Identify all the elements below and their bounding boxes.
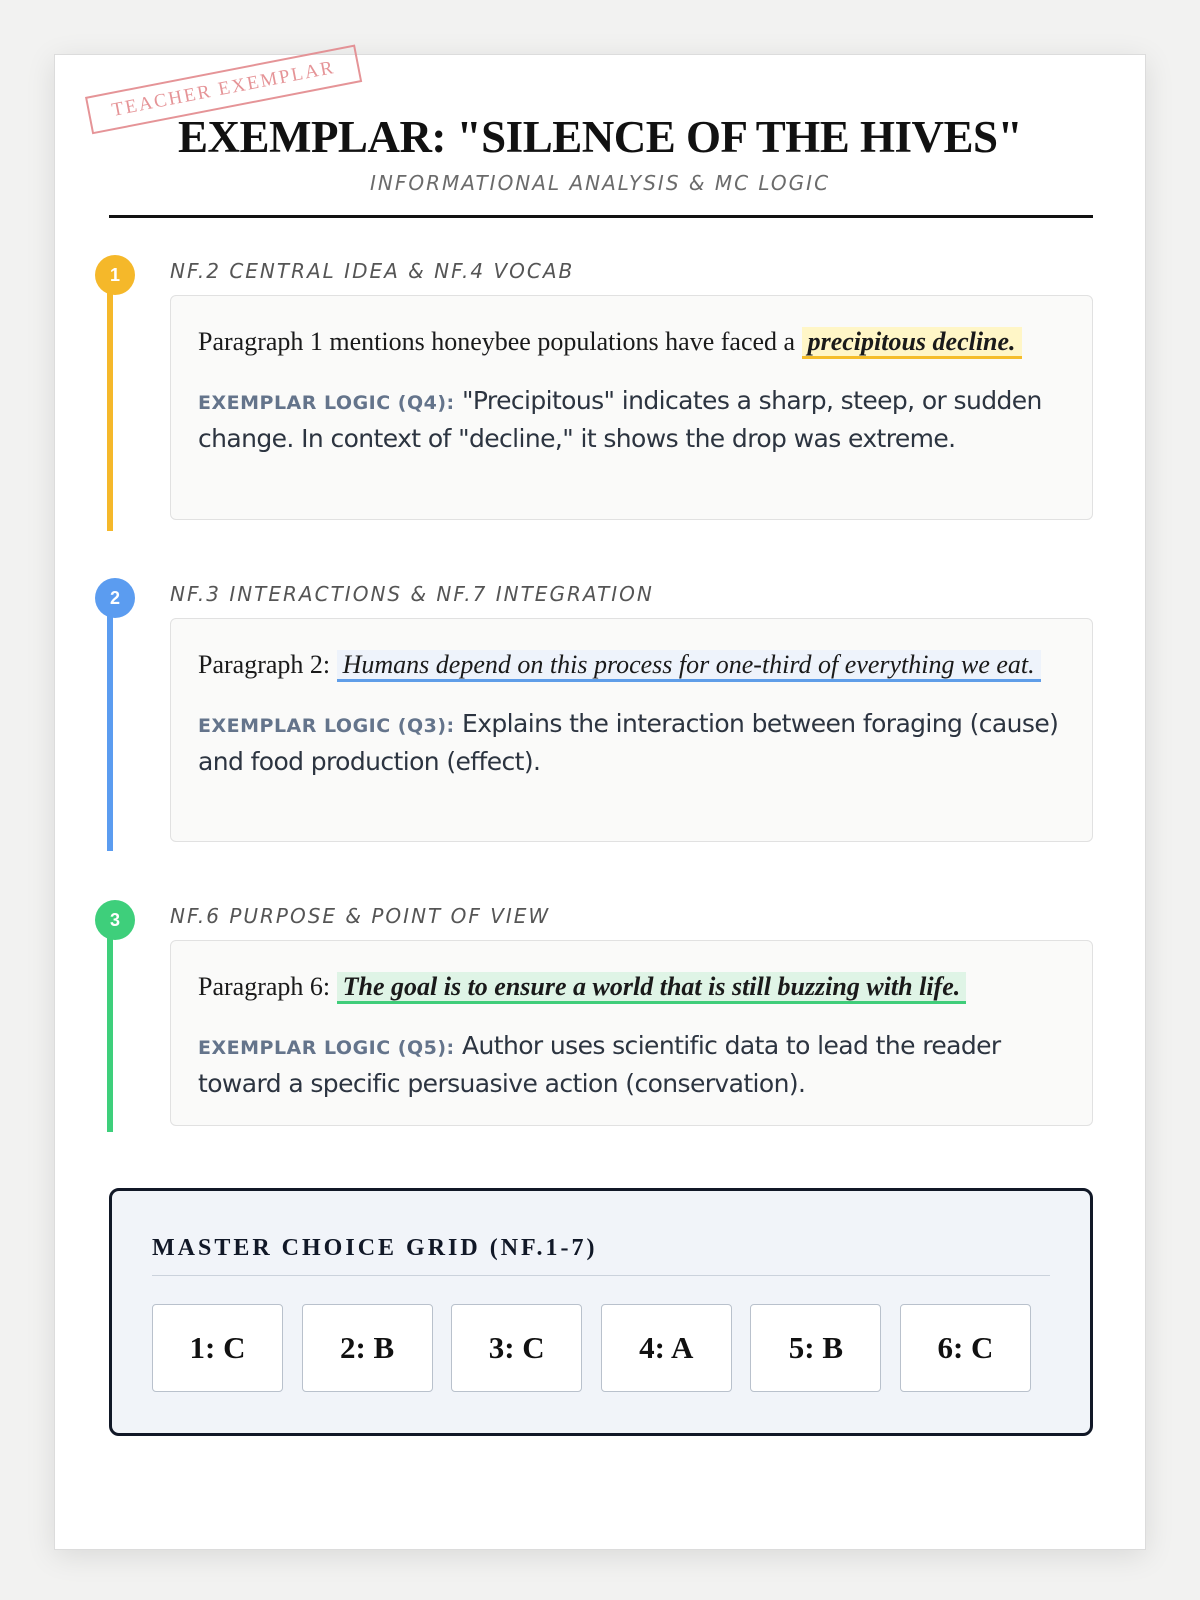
paragraph-quote <box>198 322 1066 361</box>
grid-title: MASTER CHOICE GRID (NF.1-7) <box>152 1235 598 1261</box>
section-heading: NF.2 CENTRAL IDEA & NF.4 VOCAB <box>170 259 575 283</box>
quote-prefix: Paragraph 6: <box>198 972 337 1001</box>
answer-cell: 2: B <box>302 1304 433 1392</box>
answer-cell: 6: C <box>900 1304 1031 1392</box>
logic-label: EXEMPLAR LOGIC (Q4): <box>198 392 455 414</box>
logic-text: "Precipitous" indicates a sharp, steep, or sudden change. In context of "decline," it shows the drop was extreme. <box>198 386 1042 453</box>
exemplar-logic <box>198 1028 1066 1102</box>
grid-divider <box>152 1275 1050 1276</box>
section-number-badge: 2 <box>95 578 135 618</box>
answer-cell: 5: B <box>750 1304 881 1392</box>
choice-list <box>152 1304 1031 1392</box>
section-heading: NF.3 INTERACTIONS & NF.7 INTEGRATION <box>170 582 654 606</box>
exemplar-logic <box>198 383 1066 457</box>
logic-text: Author uses scientific data to lead the reader toward a specific persuasive action (conservation). <box>198 1031 1001 1098</box>
analysis-card <box>170 618 1093 842</box>
analysis-card <box>170 940 1093 1126</box>
page-subtitle: INFORMATIONAL ANALYSIS & MC LOGIC <box>369 171 831 195</box>
logic-text: Explains the interaction between foraging (cause) and food production (effect). <box>198 709 1059 776</box>
answer-cell: 1: C <box>152 1304 283 1392</box>
page-title: EXEMPLAR: "SILENCE OF THE HIVES" <box>177 112 1023 162</box>
quote-prefix: Paragraph 1 mentions honeybee populations have faced a <box>198 327 802 356</box>
highlighted-text: Humans depend on this process for one-third of everything we eat. <box>337 650 1041 682</box>
timeline-bar <box>107 273 113 531</box>
section-number-badge: 3 <box>95 900 135 940</box>
logic-label: EXEMPLAR LOGIC (Q3): <box>198 715 455 737</box>
title-divider <box>109 215 1093 218</box>
highlighted-text: The goal is to ensure a world that is still buzzing with life. <box>337 972 967 1004</box>
logic-label: EXEMPLAR LOGIC (Q5): <box>198 1037 455 1059</box>
answer-cell: 4: A <box>601 1304 732 1392</box>
quote-prefix: Paragraph 2: <box>198 650 337 679</box>
section-number-badge: 1 <box>95 255 135 295</box>
master-choice-grid <box>109 1188 1093 1436</box>
timeline-bar <box>107 596 113 851</box>
exemplar-page <box>54 54 1146 1550</box>
section-heading: NF.6 PURPOSE & POINT OF VIEW <box>170 904 551 928</box>
exemplar-logic <box>198 706 1066 780</box>
timeline-bar <box>107 918 113 1132</box>
paragraph-quote <box>198 645 1066 684</box>
answer-cell: 3: C <box>451 1304 582 1392</box>
analysis-card <box>170 295 1093 520</box>
teacher-exemplar-stamp: TEACHER EXEMPLAR <box>85 45 362 135</box>
paragraph-quote <box>198 967 1066 1006</box>
highlighted-text: precipitous decline. <box>802 327 1022 359</box>
